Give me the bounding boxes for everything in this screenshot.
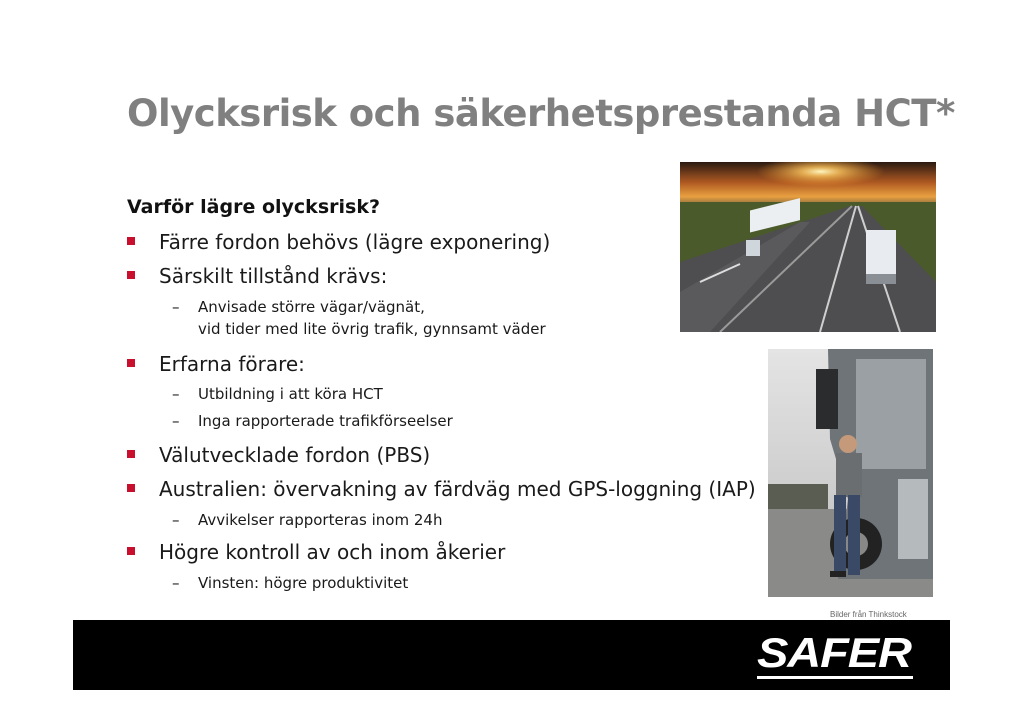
- dash-icon: –: [172, 574, 180, 592]
- highway-trucks-image: [680, 162, 936, 332]
- sub-bullet-item: [172, 298, 546, 338]
- dash-icon: –: [172, 385, 180, 403]
- sub-bullet-text: Vinsten: högre produktivitet: [198, 574, 409, 592]
- bullet-text: Färre fordon behövs (lägre exponering): [159, 230, 551, 254]
- bullet-marker-icon: [127, 547, 135, 555]
- bullet-text: Välutvecklade fordon (PBS): [159, 443, 431, 467]
- dash-icon: –: [172, 298, 180, 316]
- bullet-text: Australien: övervakning av färdväg med GPS-loggning (IAP): [159, 477, 756, 501]
- bullet-marker-icon: [127, 359, 135, 367]
- sub-bullet-text: Avvikelser rapporteras inom 24h: [198, 511, 443, 529]
- bullet-item: [127, 540, 505, 564]
- slide-subtitle: Varför lägre olycksrisk?: [127, 196, 380, 218]
- image-credit: Bilder från Thinkstock: [830, 610, 907, 619]
- bullet-item: [127, 443, 430, 467]
- bullet-item: [127, 264, 387, 288]
- bullet-marker-icon: [127, 271, 135, 279]
- dash-icon: –: [172, 412, 180, 430]
- truck-driver-image: [768, 349, 933, 597]
- sub-bullet-text: Utbildning i att köra HCT: [198, 385, 383, 403]
- bullet-marker-icon: [127, 484, 135, 492]
- safer-logo: [757, 629, 917, 679]
- slide-title: Olycksrisk och säkerhetsprestanda HCT*: [127, 92, 955, 135]
- sub-bullet-item: [172, 574, 408, 592]
- bullet-marker-icon: [127, 237, 135, 245]
- sub-bullet-text: Inga rapporterade trafikförseelser: [198, 412, 453, 430]
- dash-icon: –: [172, 511, 180, 529]
- bullet-text: Högre kontroll av och inom åkerier: [159, 540, 506, 564]
- driver-photo: [768, 349, 933, 597]
- sub-bullet-text: Anvisade större vägar/vägnät,: [198, 298, 425, 316]
- sub-bullet-item: [172, 412, 453, 430]
- sub-bullet-text-continued: vid tider med lite övrig trafik, gynnsamt väder: [198, 320, 546, 338]
- sub-bullet-item: [172, 511, 442, 529]
- bullet-marker-icon: [127, 450, 135, 458]
- bullet-item: [127, 477, 756, 501]
- bullet-text: Erfarna förare:: [159, 352, 305, 376]
- sub-bullet-item: [172, 385, 383, 403]
- bullet-item: [127, 352, 305, 376]
- bullet-item: [127, 230, 550, 254]
- bullet-text: Särskilt tillstånd krävs:: [159, 264, 388, 288]
- logo-underline: [757, 676, 913, 679]
- highway-photo: [680, 162, 936, 332]
- logo-text: SAFER: [757, 629, 911, 676]
